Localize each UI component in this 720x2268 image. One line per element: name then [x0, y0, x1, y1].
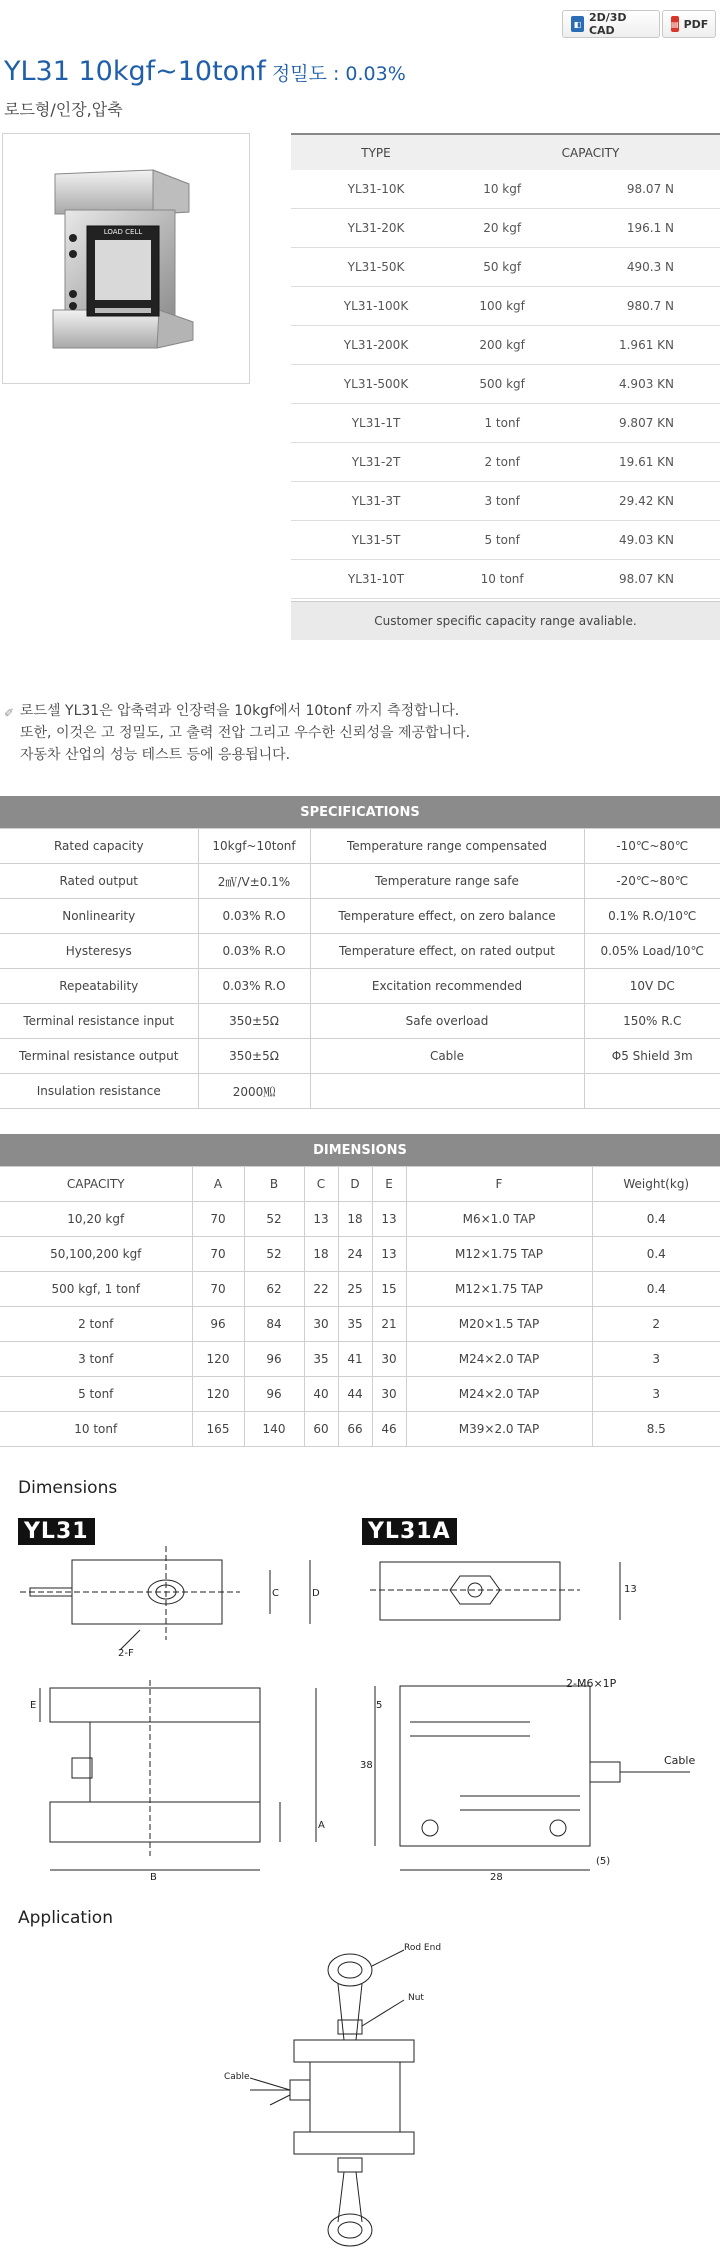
- header-cell: E: [372, 1167, 406, 1202]
- dim-cell: 22: [304, 1272, 338, 1307]
- dimensions-drawing-heading: Dimensions: [18, 1478, 118, 1498]
- capacity-kgf-cell: 2 tonf: [461, 443, 543, 482]
- spec-label: Temperature range safe: [310, 864, 584, 899]
- spec-label: Rated output: [0, 864, 198, 899]
- dim-cell: 140: [244, 1412, 304, 1447]
- capacity-kgf-cell: 1 tonf: [461, 404, 543, 443]
- label-cable: Cable: [664, 1754, 696, 1767]
- yl31a-front-view: [375, 1686, 690, 1870]
- type-cell: YL31-20K: [291, 209, 461, 248]
- capacity-n-cell: 29.42 KN: [543, 482, 720, 521]
- dim-cell: 3 tonf: [0, 1342, 192, 1377]
- type-cell: YL31-100K: [291, 287, 461, 326]
- dim-cell: 30: [372, 1342, 406, 1377]
- dim-cell: 21: [372, 1307, 406, 1342]
- dim-cell: 3: [592, 1342, 720, 1377]
- capacity-kgf-cell: 100 kgf: [461, 287, 543, 326]
- table-row: [291, 404, 720, 443]
- specifications-heading: SPECIFICATIONS: [0, 796, 720, 828]
- spec-label: Safe overload: [310, 1004, 584, 1039]
- dim-cell: 70: [192, 1202, 244, 1237]
- dim-cell: 8.5: [592, 1412, 720, 1447]
- table-row: [291, 365, 720, 404]
- dim-cell: M20×1.5 TAP: [406, 1307, 592, 1342]
- capacity-table-header: [291, 134, 720, 170]
- capacity-table: [291, 133, 720, 614]
- table-row: [0, 829, 720, 864]
- dim-cell: 0.4: [592, 1237, 720, 1272]
- label-dim-a: A: [318, 1820, 325, 1831]
- spec-value: -20℃~80℃: [584, 864, 720, 899]
- capacity-n-cell: 196.1 N: [543, 209, 720, 248]
- spec-label: Terminal resistance input: [0, 1004, 198, 1039]
- type-cell: YL31-200K: [291, 326, 461, 365]
- dimensions-table-header: [0, 1167, 720, 1202]
- spec-value: 2㎷/V±0.1%: [198, 864, 310, 899]
- model-badge-yl31: YL31: [18, 1518, 95, 1545]
- dim-cell: 500 kgf, 1 tonf: [0, 1272, 192, 1307]
- label-dim-b: B: [150, 1872, 157, 1883]
- type-cell: YL31-3T: [291, 482, 461, 521]
- table-row: [0, 1202, 720, 1237]
- capacity-n-cell: 98.07 N: [543, 170, 720, 209]
- spec-value: [584, 1074, 720, 1109]
- table-row: [0, 1342, 720, 1377]
- table-row: [0, 1074, 720, 1109]
- label-dim-28: 28: [490, 1872, 503, 1883]
- spec-value: 10V DC: [584, 969, 720, 1004]
- capacity-kgf-cell: 20 kgf: [461, 209, 543, 248]
- spec-value: 0.03% R.O: [198, 934, 310, 969]
- table-row: [291, 326, 720, 365]
- application-assembly: [250, 1950, 414, 2246]
- table-row: [0, 1377, 720, 1412]
- dim-cell: 52: [244, 1202, 304, 1237]
- label-dim-c: C: [272, 1588, 279, 1599]
- dim-cell: 0.4: [592, 1272, 720, 1307]
- table-row: [291, 482, 720, 521]
- capacity-n-cell: 98.07 KN: [543, 560, 720, 599]
- specifications-table: [0, 828, 720, 1109]
- dim-cell: 40: [304, 1377, 338, 1412]
- dim-cell: 96: [244, 1342, 304, 1377]
- table-row: [0, 1237, 720, 1272]
- label-rod-end: Rod End: [404, 1943, 442, 1953]
- type-cell: YL31-10K: [291, 170, 461, 209]
- dim-cell: 52: [244, 1237, 304, 1272]
- dim-cell: 2: [592, 1307, 720, 1342]
- product-description: [4, 700, 471, 766]
- capacity-kgf-cell: 3 tonf: [461, 482, 543, 521]
- description-line: 자동차 산업의 성능 테스트 등에 응용됩니다.: [20, 747, 291, 763]
- spec-value: -10℃~80℃: [584, 829, 720, 864]
- cad-button-label: 2D/3D CAD: [588, 11, 627, 37]
- capacity-kgf-cell: 5 tonf: [461, 521, 543, 560]
- label-dim-e: E: [30, 1700, 37, 1711]
- spec-label: Temperature effect, on rated output: [310, 934, 584, 969]
- dim-cell: 13: [304, 1202, 338, 1237]
- capacity-note: Customer specific capacity range avaliable.: [291, 601, 720, 640]
- capacity-n-cell: 1.961 KN: [543, 326, 720, 365]
- table-row: [0, 1307, 720, 1342]
- yl31a-top-view: [370, 1562, 620, 1620]
- model-badge-yl31a: YL31A: [362, 1518, 457, 1545]
- header-cell: F: [406, 1167, 592, 1202]
- type-cell: YL31-2T: [291, 443, 461, 482]
- spec-label: Repeatability: [0, 969, 198, 1004]
- capacity-kgf-cell: 10 tonf: [461, 560, 543, 599]
- capacity-n-cell: 49.03 KN: [543, 521, 720, 560]
- type-cell: YL31-1T: [291, 404, 461, 443]
- dim-cell: M39×2.0 TAP: [406, 1412, 592, 1447]
- spec-value: 10kgf~10tonf: [198, 829, 310, 864]
- spec-value: 350±5Ω: [198, 1004, 310, 1039]
- type-cell: YL31-5T: [291, 521, 461, 560]
- dim-cell: 44: [338, 1377, 372, 1412]
- label-2f: 2-F: [118, 1648, 134, 1659]
- label-app-cable: Cable: [224, 2072, 250, 2082]
- table-row: [291, 560, 720, 599]
- table-row: [0, 864, 720, 899]
- dim-cell: 5 tonf: [0, 1377, 192, 1412]
- dim-cell: 30: [372, 1377, 406, 1412]
- header-cell: B: [244, 1167, 304, 1202]
- header-cell: C: [304, 1167, 338, 1202]
- capacity-kgf-cell: 500 kgf: [461, 365, 543, 404]
- header-cell: Weight(kg): [592, 1167, 720, 1202]
- dim-cell: 62: [244, 1272, 304, 1307]
- dim-cell: 35: [304, 1342, 338, 1377]
- product-photo: [2, 133, 250, 384]
- dim-cell: M24×2.0 TAP: [406, 1377, 592, 1412]
- dim-cell: 35: [338, 1307, 372, 1342]
- description-line: 로드셀 YL31은 압축력과 인장력을 10kgf에서 10tonf 까지 측정합니다.: [20, 703, 460, 719]
- capacity-n-cell: 9.807 KN: [543, 404, 720, 443]
- dim-cell: M12×1.75 TAP: [406, 1237, 592, 1272]
- spec-value: 350±5Ω: [198, 1039, 310, 1074]
- table-row: [291, 443, 720, 482]
- dim-cell: M24×2.0 TAP: [406, 1342, 592, 1377]
- dim-cell: 120: [192, 1342, 244, 1377]
- dim-cell: 96: [244, 1377, 304, 1412]
- spec-value: 150% R.C: [584, 1004, 720, 1039]
- dim-cell: 84: [244, 1307, 304, 1342]
- spec-label: Cable: [310, 1039, 584, 1074]
- spec-label: Temperature effect, on zero balance: [310, 899, 584, 934]
- pdf-button-label: PDF: [683, 17, 709, 31]
- header-cell: A: [192, 1167, 244, 1202]
- type-cell: YL31-500K: [291, 365, 461, 404]
- label-dim-5: 5: [376, 1700, 383, 1711]
- dimensions-heading: DIMENSIONS: [0, 1134, 720, 1166]
- dim-cell: M12×1.75 TAP: [406, 1272, 592, 1307]
- product-subtitle: 로드형/인장,압축: [4, 100, 123, 119]
- dim-cell: 24: [338, 1237, 372, 1272]
- spec-value: 0.03% R.O: [198, 899, 310, 934]
- table-row: [0, 1039, 720, 1074]
- header-cell: D: [338, 1167, 372, 1202]
- technical-drawing: [0, 1540, 720, 1910]
- label-dim-5b: (5): [596, 1856, 611, 1867]
- table-row: [0, 934, 720, 969]
- spec-value: 2000㏁: [198, 1074, 310, 1109]
- spec-label: Terminal resistance output: [0, 1039, 198, 1074]
- spec-value: 0.05% Load/10℃: [584, 934, 720, 969]
- dim-cell: 165: [192, 1412, 244, 1447]
- table-row: [291, 170, 720, 209]
- table-row: [0, 1412, 720, 1447]
- dim-cell: 13: [372, 1202, 406, 1237]
- application-heading: Application: [18, 1908, 113, 1928]
- spec-value: 0.1% R.O/10℃: [584, 899, 720, 934]
- spec-label: Hysteresys: [0, 934, 198, 969]
- dim-cell: 2 tonf: [0, 1307, 192, 1342]
- spec-value: Φ5 Shield 3m: [584, 1039, 720, 1074]
- table-row: [0, 899, 720, 934]
- dim-cell: 10,20 kgf: [0, 1202, 192, 1237]
- application-drawing: [0, 1930, 720, 2260]
- label-dim-13: 13: [624, 1584, 637, 1595]
- pdf-icon: ▤: [671, 16, 679, 32]
- dim-cell: 70: [192, 1237, 244, 1272]
- table-row: [291, 248, 720, 287]
- header-type: TYPE: [291, 134, 461, 170]
- svg-text:LOAD CELL: LOAD CELL: [103, 228, 143, 236]
- dim-cell: 18: [304, 1237, 338, 1272]
- dim-cell: 10 tonf: [0, 1412, 192, 1447]
- label-dim-d: D: [312, 1588, 320, 1599]
- capacity-n-cell: 4.903 KN: [543, 365, 720, 404]
- dimensions-table: [0, 1166, 720, 1447]
- pdf-download-button[interactable]: [662, 10, 716, 38]
- dim-cell: 30: [304, 1307, 338, 1342]
- type-cell: YL31-10T: [291, 560, 461, 599]
- dim-cell: 50,100,200 kgf: [0, 1237, 192, 1272]
- quote-icon: ✐: [4, 706, 15, 720]
- table-row: [0, 1004, 720, 1039]
- label-nut: Nut: [408, 1993, 424, 2003]
- dim-cell: 41: [338, 1342, 372, 1377]
- spec-label: Rated capacity: [0, 829, 198, 864]
- capacity-n-cell: 980.7 N: [543, 287, 720, 326]
- yl31-front-view: [40, 1680, 316, 1870]
- header-cell: CAPACITY: [0, 1167, 192, 1202]
- yl31-top-view: [20, 1546, 310, 1650]
- dim-cell: 46: [372, 1412, 406, 1447]
- label-dim-38: 38: [360, 1760, 373, 1771]
- product-title-main: YL31 10kgf~10tonf: [4, 56, 266, 87]
- table-row: [291, 521, 720, 560]
- cad-download-button[interactable]: [562, 10, 660, 38]
- header-capacity: CAPACITY: [461, 134, 720, 170]
- dim-cell: 66: [338, 1412, 372, 1447]
- spec-label: [310, 1074, 584, 1109]
- description-line: 또한, 이것은 고 정밀도, 고 출력 전압 그리고 우수한 신뢰성을 제공합니다.: [20, 725, 471, 741]
- capacity-kgf-cell: 10 kgf: [461, 170, 543, 209]
- dim-cell: 96: [192, 1307, 244, 1342]
- table-row: [291, 287, 720, 326]
- dim-cell: 120: [192, 1377, 244, 1412]
- type-cell: YL31-50K: [291, 248, 461, 287]
- dim-cell: 0.4: [592, 1202, 720, 1237]
- product-title: [4, 56, 406, 87]
- capacity-n-cell: 490.3 N: [543, 248, 720, 287]
- dim-cell: M6×1.0 TAP: [406, 1202, 592, 1237]
- load-cell-image: [3, 134, 249, 383]
- table-row: [0, 969, 720, 1004]
- capacity-kgf-cell: 200 kgf: [461, 326, 543, 365]
- spec-value: 0.03% R.O: [198, 969, 310, 1004]
- dim-cell: 15: [372, 1272, 406, 1307]
- dim-cell: 60: [304, 1412, 338, 1447]
- spec-label: Excitation recommended: [310, 969, 584, 1004]
- spec-label: Insulation resistance: [0, 1074, 198, 1109]
- cad-icon: ◧: [571, 16, 584, 32]
- dim-cell: 3: [592, 1377, 720, 1412]
- dim-cell: 13: [372, 1237, 406, 1272]
- dim-cell: 25: [338, 1272, 372, 1307]
- capacity-n-cell: 19.61 KN: [543, 443, 720, 482]
- spec-label: Temperature range compensated: [310, 829, 584, 864]
- capacity-kgf-cell: 50 kgf: [461, 248, 543, 287]
- table-row: [291, 209, 720, 248]
- label-thread: 2-M6×1P: [566, 1677, 617, 1690]
- table-row: [0, 1272, 720, 1307]
- product-accuracy: 정밀도 : 0.03%: [265, 63, 406, 85]
- dim-cell: 70: [192, 1272, 244, 1307]
- spec-label: Nonlinearity: [0, 899, 198, 934]
- dim-cell: 18: [338, 1202, 372, 1237]
